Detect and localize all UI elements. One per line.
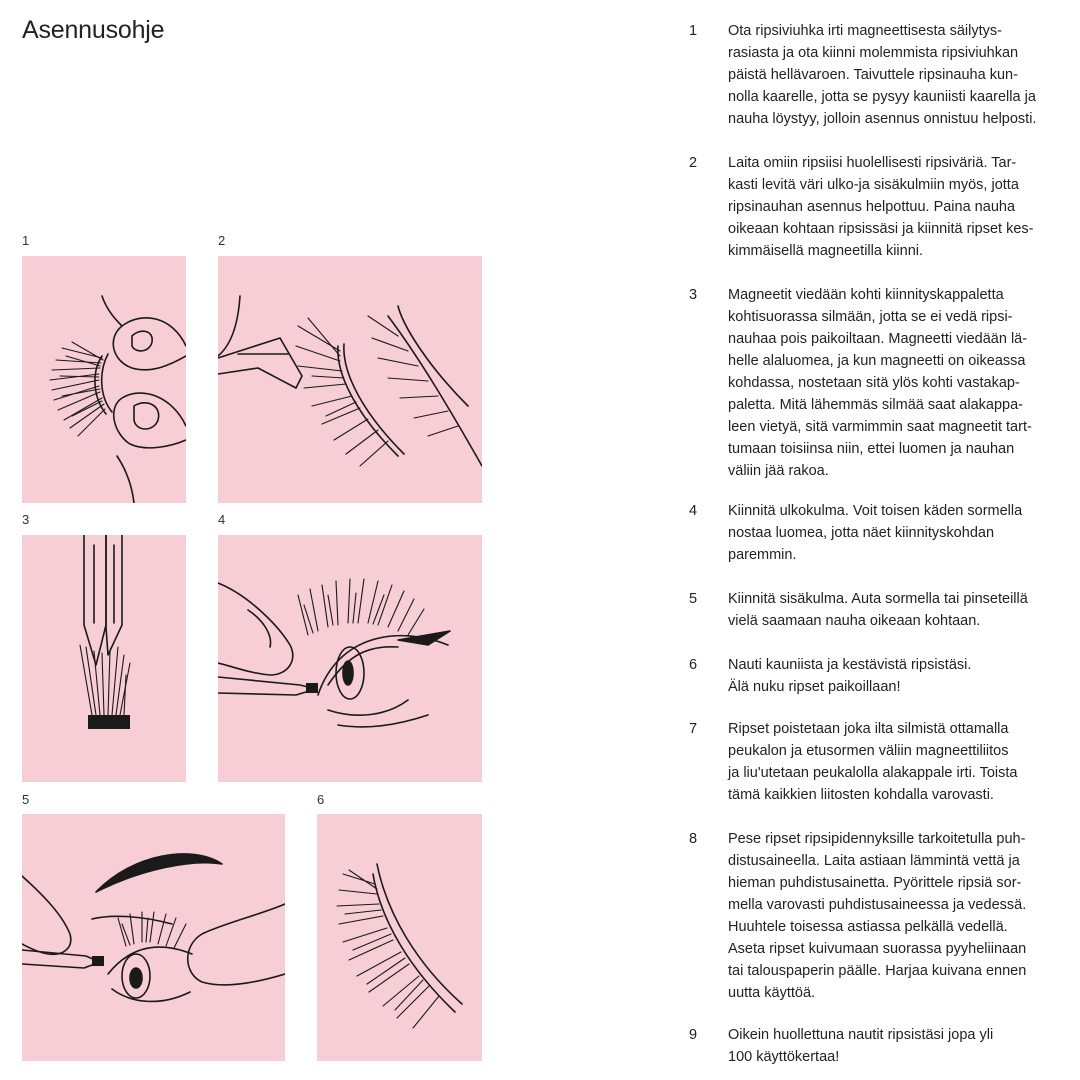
page-title: Asennusohje — [22, 16, 165, 44]
step-number: 3 — [689, 287, 698, 303]
illustration-panel-2 — [218, 256, 482, 503]
step-number: 6 — [689, 657, 698, 673]
finished-lash-illustration — [317, 814, 482, 1061]
step-number: 1 — [689, 23, 698, 39]
tweezers-magnet-illustration — [22, 535, 186, 782]
step-text: Kiinnitä ulkokulma. Voit toisen käden sormella nostaa luomea, jotta näet kiinnityskohdan paremmin. — [728, 503, 1023, 563]
illustration-panel-4 — [218, 535, 482, 782]
illustration-panel-6 — [317, 814, 482, 1061]
panel-number-3: 3 — [22, 512, 30, 527]
step-text: Ripset poistetaan joka ilta silmistä ottamalla peukalon ja etusormen väliin magneettiliitos ja liu'utetaan peukalolla alakappale irti. Toista tämä kaikkien liitosten kohdalla varovasti. — [728, 721, 1018, 803]
step-text: Kiinnitä sisäkulma. Auta sormella tai pinseteillä vielä saamaan nauha oikeaan kohtaan. — [728, 591, 1028, 629]
panel-number-5: 5 — [22, 792, 30, 807]
panel-number-1: 1 — [22, 233, 30, 248]
step-number: 7 — [689, 721, 698, 737]
step-text: Magneetit viedään kohti kiinnityskappaletta kohtisuorassa silmään, jotta se ei vedä ripsi- nauhaa pois paikoiltaan. Magneetti viedään lä- helle alaluomea, ja kun magneetti on oikeassa kohdassa, nostetaan sitä ylös kohti vastakap- paletta. Mitä lähemmäs silmää saat alakappa- leen vietyä, sitä varmimmin saat magneetit tart- tumaan toisiinsa niin, ettei luomen ja nauhan väliin jää rakoa. — [728, 287, 1032, 479]
panel-number-6: 6 — [317, 792, 325, 807]
panel-number-4: 4 — [218, 512, 226, 527]
inner-corner-illustration — [22, 814, 285, 1061]
illustration-panel-5 — [22, 814, 285, 1061]
illustration-panel-3 — [22, 535, 186, 782]
step-text: Nauti kauniista ja kestävistä ripsistäsi. Älä nuku ripset paikoillaan! — [728, 657, 972, 695]
step-number: 9 — [689, 1027, 698, 1043]
step-number: 8 — [689, 831, 698, 847]
panel-number-2: 2 — [218, 233, 226, 248]
step-text: Pese ripset ripsipidennyksille tarkoitetulla puh- distusaineella. Laita astiaan lämmintä vettä ja hieman puhdistusainetta. Pyörittele ripsiä sor- mella varovasti puhdistusaineessa ja vedessä. Huuhtele toisessa astiassa pelkällä vedellä. Aseta ripset kuivumaan suorassa pyyheliinaan tai talouspaperin päälle. Harjaa kuivana ennen uutta käyttöä. — [728, 831, 1027, 1001]
illustration-panel-1 — [22, 256, 186, 503]
outer-corner-illustration — [218, 535, 482, 782]
step-text: Laita omiin ripsiisi huolellisesti ripsiväriä. Tar- kasti levitä väri ulko-ja sisäkulmiin myös, jotta ripsinauhan asennus helpottuu. Paina nauha oikeaan kohtaan ripsissäsi ja kiinnitä ripset kes- kimmäisellä magneetilla kiinni. — [728, 155, 1034, 259]
step-text: Ota ripsiviuhka irti magneettisesta säilytys- rasiasta ja ota kiinni molemmista ripsiviuhkan päistä hellävaroen. Taivuttele ripsinauha kun- nolla kaarelle, jotta se pysyy kauniisti kaarella ja nauha löystyy, jolloin asennus onnistuu helposti. — [728, 23, 1037, 127]
tweezers-lash-illustration — [218, 256, 482, 503]
step-number: 4 — [689, 503, 698, 519]
step-text: Oikein huollettuna nautit ripsistäsi jopa yli 100 käyttökertaa! — [728, 1027, 994, 1065]
fingers-lash-illustration — [22, 256, 186, 503]
step-number: 5 — [689, 591, 698, 607]
step-number: 2 — [689, 155, 698, 171]
